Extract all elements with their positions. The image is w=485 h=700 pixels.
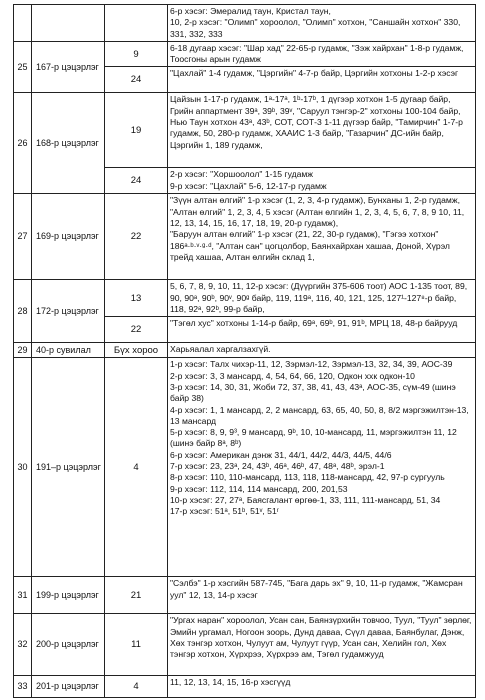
row-number: 29	[14, 343, 32, 358]
table-row	[14, 343, 476, 358]
service-area-details	[168, 676, 476, 698]
khoroo-number: 24	[105, 168, 168, 194]
khoroo-number: 21	[105, 577, 168, 614]
service-area-details	[168, 343, 476, 358]
detail-line: 10, 2-р хэсэг: "Олимп" хороолол, "Олимп" хотхон, "Саншайн хотхон" 330, 331, 332, 333	[170, 17, 461, 39]
row-number: 25	[14, 41, 32, 93]
kindergarten-name: 191–р цэцэрлэг	[32, 358, 105, 577]
khoroo-number: 9	[105, 41, 168, 67]
row-number	[14, 5, 32, 42]
service-area-details	[168, 194, 476, 280]
table-row	[14, 676, 476, 698]
kindergarten-name: 199-р цэцэрлэг	[32, 577, 105, 614]
kindergarten-name: 200-р цэцэрлэг	[32, 614, 105, 676]
service-area-details	[168, 280, 476, 317]
detail-line: 3-р хэсэг: 14, 30, 31, Жоби 72, 37, 38, 41, 43, 43ᵃ, АОС-35, сүм-49 (шинэ байр 38)	[170, 381, 456, 404]
detail-line: 9-р хэсэг: "Цахлай" 5-6, 12-17-р гудамж	[170, 180, 327, 191]
service-area-details	[168, 41, 476, 67]
table-row	[14, 41, 476, 67]
row-number: 32	[14, 614, 32, 676]
detail-line: Цайзын 1-17-р гудамж, 1ᵃ-17ᵃ, 1ᵇ-17ᵇ, 1 дүгээр хотхон 1-5 дугаар байр, Грийн аппартмент 39ᵃ, 39ᵇ, 39ᵛ, "Саруул тэнгэр-2" хотхоны 100-104 байр, Нью Таун хотхон 43ᵃ, 43ᵇ, СОТ, СОТ-3 1-11 дүгээр байр, "Тамирчин" 1-7-р гудамж, 50, 280-р гудамж, ХААИС 1-3 байр, "Газарчин" ДС-ийн байр, Цэргийн 1, 189 гудамж,	[170, 94, 463, 150]
detail-line: "Алтан өлгий" 1, 2, 3, 4, 5 хэсэг (Алтан өлгийн 1, 2, 3, 4, 5, 6, 7, 8, 9 10, 11, 12, 13, 14, 15, 16, 17, 18, 19, 20-р гудамж),	[170, 206, 465, 229]
table-row	[14, 93, 476, 168]
detail-line: 6-18 дугаар хэсэг: "Шар хад" 22-65-р гудамж, "Зэж хайрхан" 1-8-р гудамж, Тоосгоны арын гудамж	[170, 42, 464, 65]
service-area-details	[168, 5, 476, 42]
service-area-details	[168, 67, 476, 93]
detail-line: 5-р хэсэг: 8, 9, 9³, 9 мансард, 9ᵇ, 10, 10-мансард, 11, мэргэжилтэн 11, 12 (шинэ байр 8ᵃ, 8ᵇ)	[170, 427, 457, 449]
detail-line: "Цахлай" 1-4 гудамж, "Цэргийн" 4-7-р байр, Цэргийн хотхоны 1-2-р хэсэг	[170, 68, 459, 79]
service-area-details	[168, 358, 476, 577]
khoroo-number: 11	[105, 614, 168, 676]
detail-line: "Тэгөл хус" хотхоны 1-14-р байр, 69ᵃ, 69ᵇ, 91, 91ᵇ, МРЦ 18, 48-р байрууд	[170, 318, 458, 329]
row-number: 26	[14, 93, 32, 194]
khoroo-number: 24	[105, 67, 168, 93]
detail-line: 5, 6, 7, 8, 9, 10, 11, 12-р хэсэг: (Дүүргийн 375-606 тоот) АОС 1-135 тоот, 89, 90, 90ᵃ, 90ᵇ, 90ᵛ, 90ᵍ байр, 119, 119ᵃ, 116, 40, 121, 125, 127¹-127⁸-р байр, 118, 92ᵃ, 92ᵇ, 99-р байр,	[170, 281, 468, 315]
detail-line: 6-р хэсэг: Эмералид таун, Кристал таун,	[170, 6, 331, 16]
row-number: 31	[14, 577, 32, 614]
service-area-details	[168, 614, 476, 676]
service-area-details	[168, 168, 476, 194]
kindergarten-district-table	[13, 4, 476, 698]
service-area-details	[168, 577, 476, 614]
detail-line: Харьяалал харгалзахгүй.	[170, 344, 271, 355]
detail-line: 4-р хэсэг: 1, 1 мансард, 2, 2 мансард, 63, 65, 40, 50, 8, 8/2 мэргэжилтэн-13, 13 мансард	[170, 404, 469, 426]
kindergarten-name: 172-р цэцэрлэг	[32, 280, 105, 343]
table-row	[14, 358, 476, 577]
detail-line: 1-р хэсэг: Талх чихэр-11, 12, Зэрмэл-12, Зэрмэл-13, 32, 34, 39, АОС-39	[170, 359, 453, 370]
detail-line: 10-р хэсэг: 27, 27ᵃ, Баясгалант өргөө-1, 33, 111, 111-мансард, 51, 34	[170, 494, 441, 505]
khoroo-number: 19	[105, 93, 168, 168]
row-number: 33	[14, 676, 32, 698]
kindergarten-name: 40-р сувилал	[32, 343, 105, 358]
table-row	[14, 194, 476, 280]
detail-line: "Зүүн алтан өлгий" 1-р хэсэг (1, 2, 3, 4-р гудамж), Бунханы 1, 2-р гудамж,	[170, 195, 460, 206]
row-number: 30	[14, 358, 32, 577]
detail-line: 8-р хэсэг: 110, 110-мансард, 113, 118, 118-мансард, 42, 97-р сургууль	[170, 472, 445, 483]
khoroo-number: 22	[105, 194, 168, 280]
detail-line: 6-р хэсэг: Американ дэнж 31, 44/1, 44/2, 44/3, 44/5, 44/6	[170, 449, 392, 460]
detail-line: "Сэлбэ" 1-р хэсгийн 587-745, "Бага дарь эх" 9, 10, 11-р гудамж, "Жамсран уул" 12, 13, 14-р хэсэг	[170, 578, 463, 600]
table-row	[14, 614, 476, 676]
table-row	[14, 5, 476, 42]
table-row	[14, 577, 476, 614]
khoroo-number: 4	[105, 676, 168, 698]
detail-line: "Ургах наран" хороолол, Усан сан, Баянзүрхийн товчоо, Туул, "Туул" зөрлөг, Эмийн ургамал, Ногоон зоорь, Дунд даваа, Сүүл даваа, Баянбулаг, Дэнж, Хөх тэнгэр хотхон, Чулуут ам, Чулуут гүүр, Усан сан, Хелийн гол, Хөх тэнгэр хотхон, Хүрхрээ, Хүрхрээ ам, Тэгөл гудамжууд	[170, 615, 472, 660]
khoroo-number: Бүх хороо	[105, 343, 168, 358]
detail-line: "Баруун алтан өлгий" 1-р хэсэг (21, 22, 30-р гудамж), "Гэгээ хотхон" 186ᵃ·ᵇ·ᵛ·ᵍ·ᵈ, "Алтан сан" цогцолбор, Баянхайрхан хашаа, Доной, Хүрэл трейд хашаа, Алтан өлгийн склад 1,	[170, 229, 450, 262]
detail-line: 2-р хэсэг: "Хоршоолол" 1-15 гудамж	[170, 169, 314, 180]
row-number: 28	[14, 280, 32, 343]
detail-line: 11, 12, 13, 14, 15, 16-р хэсгүүд	[170, 677, 291, 688]
kindergarten-name: 167-р цэцэрлэг	[32, 41, 105, 93]
service-area-details	[168, 317, 476, 343]
detail-line: 17-р хэсэг: 51ᵃ, 51ᵇ, 51ᵛ, 51ʳ	[170, 506, 279, 517]
table-row	[14, 280, 476, 317]
detail-line: 7-р хэсэг: 23, 23ᵃ, 24, 43ᵇ, 46ᵃ, 46ᵇ, 47, 48ᵃ, 48ᵇ, эрэл-1	[170, 461, 385, 472]
kindergarten-name	[32, 5, 105, 42]
kindergarten-name: 201-р цэцэрлэг	[32, 676, 105, 698]
detail-line: 2-р хэсэг: 3, 3 мансард, 4, 54, 64, 66, 120, Одкон ххк одкон-10	[170, 370, 415, 381]
khoroo-number: 13	[105, 280, 168, 317]
khoroo-number	[105, 5, 168, 42]
khoroo-number: 22	[105, 317, 168, 343]
service-area-details	[168, 93, 476, 168]
khoroo-number: 4	[105, 358, 168, 577]
kindergarten-name: 169-р цэцэрлэг	[32, 194, 105, 280]
detail-line: 9-р хэсэг: 112, 114, 114 мансард, 200, 201,53	[170, 483, 348, 494]
row-number: 27	[14, 194, 32, 280]
kindergarten-name: 168-р цэцэрлэг	[32, 93, 105, 194]
